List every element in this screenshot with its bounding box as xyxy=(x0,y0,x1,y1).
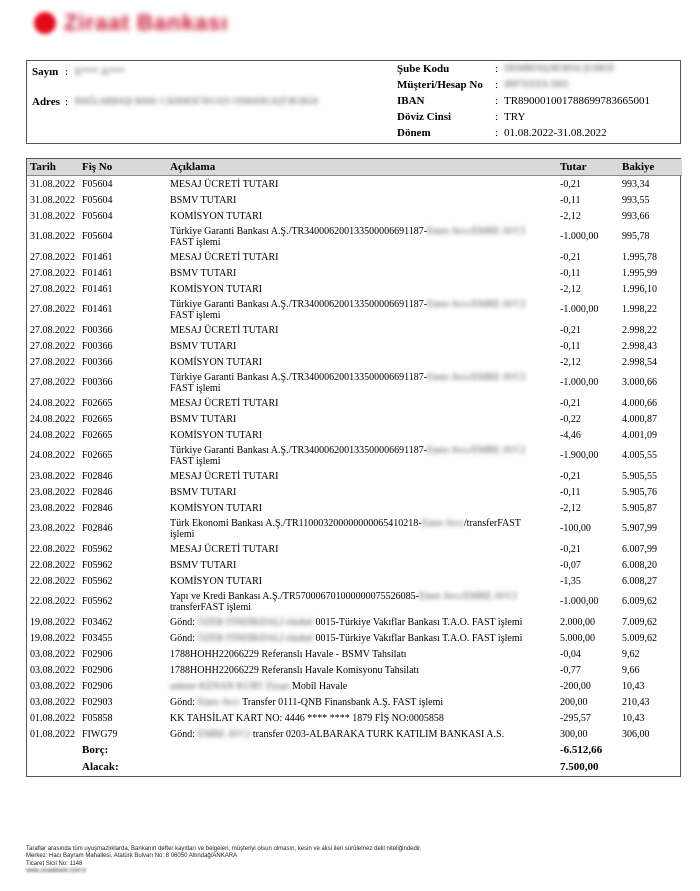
table-row xyxy=(27,516,682,541)
cell-aciklama xyxy=(167,589,557,614)
aciklama-text: BSMV TUTARI xyxy=(170,267,237,279)
cell-tarih: 03.08.2022 xyxy=(30,680,75,692)
cell-bakiye: 2.998,22 xyxy=(622,324,657,336)
sayin-label: Sayın xyxy=(32,66,59,78)
cell-tutar: 200,00 xyxy=(560,696,588,708)
cell-bakiye: 1.995,99 xyxy=(622,267,657,279)
borc-row xyxy=(27,742,682,759)
cell-tutar: -1.000,00 xyxy=(560,377,599,388)
cell-tarih: 31.08.2022 xyxy=(30,210,75,222)
cell-fis: F05604 xyxy=(82,194,113,206)
cell-fis: F02906 xyxy=(82,680,113,692)
cell-tutar: -2,12 xyxy=(560,210,581,222)
adres-label: Adres xyxy=(32,96,60,108)
cell-tarih: 19.08.2022 xyxy=(30,632,75,644)
footer xyxy=(26,846,422,875)
cell-fis: F02665 xyxy=(82,429,113,441)
aciklama-redacted: Emre Avcı/EMRE AVCI xyxy=(427,298,526,310)
sube-value: DEMİRTAŞ/BURSA ŞUBESİ xyxy=(504,63,615,73)
cell-tarih: 24.08.2022 xyxy=(30,429,75,441)
alacak-row xyxy=(27,759,682,776)
donem-value: 01.08.2022-31.08.2022 xyxy=(504,127,607,139)
cell-aciklama xyxy=(167,541,557,557)
cell-aciklama xyxy=(167,516,557,541)
table-row xyxy=(27,557,682,573)
cell-tutar: -0,07 xyxy=(560,559,581,571)
aciklama-text-line2: FAST işlemi xyxy=(170,309,221,321)
cell-aciklama xyxy=(167,249,557,265)
cell-fis: FIWG79 xyxy=(82,728,118,740)
cell-tarih: 01.08.2022 xyxy=(30,712,75,724)
cell-bakiye: 2.998,43 xyxy=(622,340,657,352)
table-row xyxy=(27,281,682,297)
aciklama-text-line2: transferFAST işlemi xyxy=(170,601,252,613)
cell-bakiye: 7.009,62 xyxy=(622,616,657,628)
cell-fis: F02903 xyxy=(82,696,113,708)
cell-tutar: -0,21 xyxy=(560,397,581,409)
aciklama-redacted: Emre Avcı xyxy=(421,517,464,529)
cell-fis: F05962 xyxy=(82,596,113,607)
aciklama-text: KOMİSYON TUTARI xyxy=(170,356,263,368)
cell-tarih: 23.08.2022 xyxy=(30,523,75,534)
aciklama-text: MESAJ ÜCRETİ TUTARI xyxy=(170,543,279,555)
doviz-label: Döviz Cinsi xyxy=(397,111,452,123)
table-row xyxy=(27,411,682,427)
cell-tarih: 24.08.2022 xyxy=(30,397,75,409)
cell-tarih: 31.08.2022 xyxy=(30,231,75,242)
doviz-value: TRY xyxy=(504,111,526,123)
cell-aciklama xyxy=(167,484,557,500)
cell-bakiye: 5.009,62 xyxy=(622,632,657,644)
cell-tarih: 23.08.2022 xyxy=(30,502,75,514)
cell-tutar: -295,57 xyxy=(560,712,591,724)
cell-tarih: 23.08.2022 xyxy=(30,470,75,482)
aciklama-text: Türk Ekonomi Bankası A.Ş./TR110003200000000065410218- xyxy=(170,517,422,529)
table-row xyxy=(27,208,682,224)
table-row xyxy=(27,484,682,500)
cell-tarih: 03.08.2022 xyxy=(30,664,75,676)
table-row xyxy=(27,249,682,265)
cell-aciklama xyxy=(167,630,557,646)
cell-tutar: -100,00 xyxy=(560,523,591,534)
cell-bakiye: 10,43 xyxy=(622,712,645,724)
cell-tutar: 2.000,00 xyxy=(560,616,595,628)
cell-aciklama xyxy=(167,411,557,427)
cell-aciklama xyxy=(167,500,557,516)
aciklama-text-line2: FAST işlemi xyxy=(170,236,221,248)
cell-tutar: -1.000,00 xyxy=(560,596,599,607)
cell-tutar: -0,21 xyxy=(560,470,581,482)
cell-tarih: 22.08.2022 xyxy=(30,596,75,607)
table-row xyxy=(27,395,682,411)
cell-fis: F05604 xyxy=(82,210,113,222)
cell-bakiye: 9,62 xyxy=(622,648,640,660)
footer-registry: Ticaret Sicil No: 1148 xyxy=(26,860,83,867)
cell-bakiye: 6.007,99 xyxy=(622,543,657,555)
aciklama-text: BSMV TUTARI xyxy=(170,194,237,206)
cell-aciklama xyxy=(167,395,557,411)
aciklama-text: Türkiye Garanti Bankası A.Ş./TR340006200133500006691187- xyxy=(170,298,428,310)
cell-fis: F00366 xyxy=(82,356,113,368)
cell-bakiye: 993,34 xyxy=(622,178,650,190)
cell-fis: F02846 xyxy=(82,486,113,498)
cell-fis: F01461 xyxy=(82,283,113,295)
cell-aciklama xyxy=(167,678,557,694)
cell-bakiye: 10,43 xyxy=(622,680,645,692)
cell-aciklama xyxy=(167,710,557,726)
cell-bakiye: 1.996,10 xyxy=(622,283,657,295)
cell-fis: F05604 xyxy=(82,178,113,190)
cell-tarih: 27.08.2022 xyxy=(30,267,75,279)
aciklama-text: BSMV TUTARI xyxy=(170,486,237,498)
cell-tarih: 27.08.2022 xyxy=(30,283,75,295)
aciklama-redacted: askeee KENAN KURT Ziraat xyxy=(170,680,290,692)
aciklama-text: MESAJ ÜCRETİ TUTARI xyxy=(170,178,279,190)
aciklama-text: BSMV TUTARI xyxy=(170,413,237,425)
cell-fis: F02846 xyxy=(82,523,113,534)
cell-tutar: -1.000,00 xyxy=(560,304,599,315)
cell-aciklama xyxy=(167,468,557,484)
cell-tutar: -0,77 xyxy=(560,664,581,676)
aciklama-redacted: Emre Avcı/EMRE AVCI xyxy=(427,225,526,237)
cell-tarih: 27.08.2022 xyxy=(30,377,75,388)
cell-aciklama xyxy=(167,192,557,208)
aciklama-text: Gönd: xyxy=(170,696,198,708)
cell-aciklama xyxy=(167,338,557,354)
sube-label: Şube Kodu xyxy=(397,63,450,75)
cell-bakiye: 3.000,66 xyxy=(622,377,657,388)
cell-tarih: 27.08.2022 xyxy=(30,251,75,263)
aciklama-text-after: /transferFAST xyxy=(463,517,521,529)
table-row xyxy=(27,678,682,694)
cell-bakiye: 1.995,78 xyxy=(622,251,657,263)
cell-aciklama xyxy=(167,573,557,589)
cell-fis: F05962 xyxy=(82,559,113,571)
cell-tutar: -0,11 xyxy=(560,194,581,206)
col-header-tarih: Tarih xyxy=(27,159,79,176)
cell-tutar: -1,35 xyxy=(560,575,581,587)
cell-tutar: -0,21 xyxy=(560,324,581,336)
footer-website: www.ziraatbank.com.tr xyxy=(26,867,87,874)
table-row xyxy=(27,443,682,468)
aciklama-text-after: Transfer 0111-QNB Finansbank A.Ş. FAST işlemi xyxy=(239,696,444,708)
transactions-table-wrapper xyxy=(26,158,681,777)
cell-tutar: -2,12 xyxy=(560,283,581,295)
account-info-box: Sayın : E*** A*** Adres : BAĞLARBAŞI MAH. CADDESİ NO:XX OSMANGAZİ BURSA Şube Kodu : DEMİRTAŞ/BURSA ŞUBESİ Müşteri/Hesap No : 4997XXXX-5001 IBAN : TR890001001788699783665001 Döviz Cinsi : TRY Dönem : 01.08.2022-31.08.2022 xyxy=(26,60,681,144)
cell-tarih: 22.08.2022 xyxy=(30,575,75,587)
cell-bakiye: 6.008,20 xyxy=(622,559,657,571)
aciklama-text-after: Mobil Havale xyxy=(289,680,348,692)
cell-tutar: -0,04 xyxy=(560,648,581,660)
cell-tutar: -0,21 xyxy=(560,251,581,263)
cell-tarih: 27.08.2022 xyxy=(30,340,75,352)
cell-fis: F00366 xyxy=(82,377,113,388)
aciklama-text: Türkiye Garanti Bankası A.Ş./TR340006200133500006691187- xyxy=(170,444,428,456)
aciklama-redacted: Emre Avcı/EMRE AVCI xyxy=(427,371,526,383)
table-row xyxy=(27,614,682,630)
table-row xyxy=(27,468,682,484)
cell-tarih: 31.08.2022 xyxy=(30,194,75,206)
cell-bakiye: 306,00 xyxy=(622,728,650,740)
table-row xyxy=(27,573,682,589)
table-row xyxy=(27,192,682,208)
table-row xyxy=(27,589,682,614)
table-row xyxy=(27,662,682,678)
aciklama-text: MESAJ ÜCRETİ TUTARI xyxy=(170,251,279,263)
cell-fis: F02906 xyxy=(82,648,113,660)
aciklama-text: Gönd: xyxy=(170,728,198,740)
aciklama-text-after: 0015-Türkiye Vakıflar Bankası T.A.O. FAST işlemi xyxy=(313,616,523,628)
cell-aciklama xyxy=(167,208,557,224)
cell-tarih: 27.08.2022 xyxy=(30,324,75,336)
cell-fis: F01461 xyxy=(82,304,113,315)
aciklama-text: Türkiye Garanti Bankası A.Ş./TR340006200133500006691187- xyxy=(170,371,428,383)
cell-tarih: 01.08.2022 xyxy=(30,728,75,740)
cell-bakiye: 5.907,99 xyxy=(622,523,657,534)
table-row xyxy=(27,370,682,395)
cell-bakiye: 4.005,55 xyxy=(622,450,657,461)
cell-bakiye: 6.008,27 xyxy=(622,575,657,587)
table-row xyxy=(27,646,682,662)
cell-tutar: -200,00 xyxy=(560,680,591,692)
alacak-value: 7.500,00 xyxy=(560,761,599,773)
aciklama-redacted: ÖZER FINDIKDALI trkdml xyxy=(197,632,314,644)
cell-fis: F03462 xyxy=(82,616,113,628)
col-header-fis: Fiş No xyxy=(79,159,167,176)
cell-fis: F05858 xyxy=(82,712,113,724)
cell-tarih: 03.08.2022 xyxy=(30,648,75,660)
cell-fis: F05962 xyxy=(82,575,113,587)
table-row xyxy=(27,176,682,193)
borc-value: -6.512,66 xyxy=(560,744,603,756)
col-header-aciklama: Açıklama xyxy=(167,159,557,176)
cell-tutar: -4,46 xyxy=(560,429,581,441)
cell-tutar: -2,12 xyxy=(560,356,581,368)
cell-aciklama xyxy=(167,427,557,443)
cell-aciklama xyxy=(167,614,557,630)
table-row xyxy=(27,322,682,338)
cell-tutar: -1.000,00 xyxy=(560,231,599,242)
cell-bakiye: 993,55 xyxy=(622,194,650,206)
cell-fis: F00366 xyxy=(82,324,113,336)
aciklama-text: 1788HOHH22066229 Referanslı Havale - BSMV Tahsilatı xyxy=(170,648,407,660)
cell-fis: F02846 xyxy=(82,470,113,482)
aciklama-text: MESAJ ÜCRETİ TUTARI xyxy=(170,324,279,336)
cell-fis: F02665 xyxy=(82,397,113,409)
table-row xyxy=(27,354,682,370)
cell-fis: F01461 xyxy=(82,251,113,263)
cell-aciklama xyxy=(167,662,557,678)
cell-tarih: 19.08.2022 xyxy=(30,616,75,628)
footer-address: Merkez: Hacı Bayram Mahallesi, Atatürk Bulvarı No: 8 06050 Altındağ/ANKARA xyxy=(26,853,238,860)
cell-tarih: 22.08.2022 xyxy=(30,543,75,555)
bank-logo xyxy=(34,8,228,38)
cell-tutar: -2,12 xyxy=(560,502,581,514)
cell-tarih: 23.08.2022 xyxy=(30,486,75,498)
cell-aciklama xyxy=(167,694,557,710)
donem-label: Dönem xyxy=(397,127,431,139)
cell-aciklama xyxy=(167,265,557,281)
borc-label: Borç: xyxy=(82,744,109,756)
cell-fis: F02906 xyxy=(82,664,113,676)
aciklama-text: 1788HOHH22066229 Referanslı Havale Komisyonu Tahsilatı xyxy=(170,664,420,676)
aciklama-text: BSMV TUTARI xyxy=(170,340,237,352)
cell-tarih: 31.08.2022 xyxy=(30,178,75,190)
aciklama-redacted: Emre Avcı xyxy=(197,696,240,708)
cell-tutar: -1.900,00 xyxy=(560,450,599,461)
cell-fis: F03455 xyxy=(82,632,113,644)
aciklama-text: KOMİSYON TUTARI xyxy=(170,210,263,222)
table-row xyxy=(27,297,682,322)
cell-fis: F02665 xyxy=(82,413,113,425)
cell-bakiye: 5.905,55 xyxy=(622,470,657,482)
aciklama-text: KOMİSYON TUTARI xyxy=(170,502,263,514)
cell-bakiye: 4.001,09 xyxy=(622,429,657,441)
cell-aciklama xyxy=(167,726,557,742)
cell-tutar: -0,22 xyxy=(560,413,581,425)
aciklama-text-line2: FAST işlemi xyxy=(170,455,221,467)
aciklama-redacted: Emre Avcı/EMRE AVCI xyxy=(418,590,517,602)
cell-aciklama xyxy=(167,370,557,395)
cell-bakiye: 5.905,76 xyxy=(622,486,657,498)
cell-tutar: -0,11 xyxy=(560,486,581,498)
customer-name: E*** A*** xyxy=(75,66,125,78)
aciklama-text-line2: FAST işlemi xyxy=(170,382,221,394)
alacak-label: Alacak: xyxy=(82,761,119,773)
col-header-tutar: Tutar xyxy=(557,159,619,176)
cell-tutar: -0,11 xyxy=(560,340,581,352)
cell-aciklama xyxy=(167,281,557,297)
cell-bakiye: 4.000,87 xyxy=(622,413,657,425)
aciklama-text-after: 0015-Türkiye Vakıflar Bankası T.A.O. FAST işlemi xyxy=(313,632,523,644)
cell-bakiye: 993,66 xyxy=(622,210,650,222)
cell-tutar: -0,21 xyxy=(560,543,581,555)
table-row xyxy=(27,500,682,516)
cell-bakiye: 5.905,87 xyxy=(622,502,657,514)
table-row xyxy=(27,710,682,726)
aciklama-text: Yapı ve Kredi Bankası A.Ş./TR570006701000000075526085- xyxy=(170,590,419,602)
cell-bakiye: 1.998,22 xyxy=(622,304,657,315)
cell-bakiye: 210,43 xyxy=(622,696,650,708)
table-row xyxy=(27,726,682,742)
cell-fis: F05962 xyxy=(82,543,113,555)
transactions-table xyxy=(27,159,682,776)
aciklama-text: MESAJ ÜCRETİ TUTARI xyxy=(170,397,279,409)
cell-aciklama xyxy=(167,176,557,193)
bank-logo-icon xyxy=(34,12,56,34)
cell-fis: F00366 xyxy=(82,340,113,352)
aciklama-redacted: ÖZER FINDIKDALI trkdml xyxy=(197,616,314,628)
cell-tarih: 27.08.2022 xyxy=(30,356,75,368)
table-row xyxy=(27,265,682,281)
col-header-bakiye: Bakiye xyxy=(619,159,682,176)
cell-tarih: 22.08.2022 xyxy=(30,559,75,571)
aciklama-text: Gönd: xyxy=(170,632,198,644)
cell-aciklama xyxy=(167,297,557,322)
musteri-value: 4997XXXX-5001 xyxy=(504,79,569,89)
customer-address: BAĞLARBAŞI MAH. CADDESİ NO:XX OSMANGAZİ BURSA xyxy=(75,96,319,106)
aciklama-text: BSMV TUTARI xyxy=(170,559,237,571)
cell-aciklama xyxy=(167,443,557,468)
aciklama-text: KK TAHSİLAT KART NO: 4446 **** **** 1879 FİŞ NO:0005858 xyxy=(170,712,444,724)
cell-tutar: 5.000,00 xyxy=(560,632,595,644)
aciklama-text-line2: işlemi xyxy=(170,528,195,540)
aciklama-text: Türkiye Garanti Bankası A.Ş./TR340006200133500006691187- xyxy=(170,225,428,237)
cell-bakiye: 6.009,62 xyxy=(622,596,657,607)
aciklama-redacted: EMRE AVCI xyxy=(197,728,251,740)
table-row xyxy=(27,224,682,249)
table-row xyxy=(27,338,682,354)
table-row xyxy=(27,630,682,646)
aciklama-text: MESAJ ÜCRETİ TUTARI xyxy=(170,470,279,482)
cell-tutar: -0,21 xyxy=(560,178,581,190)
table-row xyxy=(27,541,682,557)
cell-bakiye: 9,66 xyxy=(622,664,640,676)
aciklama-text: KOMİSYON TUTARI xyxy=(170,283,263,295)
cell-aciklama xyxy=(167,557,557,573)
musteri-label: Müşteri/Hesap No xyxy=(397,79,483,91)
cell-aciklama xyxy=(167,646,557,662)
cell-aciklama xyxy=(167,354,557,370)
cell-fis: F05604 xyxy=(82,231,113,242)
cell-tutar: -0,11 xyxy=(560,267,581,279)
iban-value: TR890001001788699783665001 xyxy=(504,95,651,107)
cell-aciklama xyxy=(167,224,557,249)
cell-bakiye: 995,78 xyxy=(622,231,650,242)
cell-fis: F01461 xyxy=(82,267,113,279)
table-row xyxy=(27,694,682,710)
iban-label: IBAN xyxy=(397,95,425,107)
aciklama-text-after: transfer 0203-ALBARAKA TURK KATILIM BANKASI A.S. xyxy=(250,728,505,740)
aciklama-redacted: Emre Avcı/EMRE AVCI xyxy=(427,444,526,456)
cell-tarih: 03.08.2022 xyxy=(30,696,75,708)
cell-tarih: 27.08.2022 xyxy=(30,304,75,315)
aciklama-text: KOMİSYON TUTARI xyxy=(170,429,263,441)
table-header-row xyxy=(27,159,682,176)
aciklama-text: KOMİSYON TUTARI xyxy=(170,575,263,587)
bank-name: Ziraat Bankası xyxy=(64,10,229,35)
table-row xyxy=(27,427,682,443)
cell-tarih: 24.08.2022 xyxy=(30,413,75,425)
cell-fis: F02846 xyxy=(82,502,113,514)
cell-tutar: 300,00 xyxy=(560,728,588,740)
cell-fis: F02665 xyxy=(82,450,113,461)
aciklama-text: Gönd: xyxy=(170,616,198,628)
cell-bakiye: 4.000,66 xyxy=(622,397,657,409)
cell-bakiye: 2.998,54 xyxy=(622,356,657,368)
footer-disclaimer: Taraflar arasında tüm uyuşmazlıklarda, Bankanın defter kayıtları ve belgeleri, müşteriyi olsun olmasın, kesin ve aksi ileri sürülemez delil niteliğindedir. xyxy=(26,846,422,852)
cell-aciklama xyxy=(167,322,557,338)
cell-tarih: 24.08.2022 xyxy=(30,450,75,461)
